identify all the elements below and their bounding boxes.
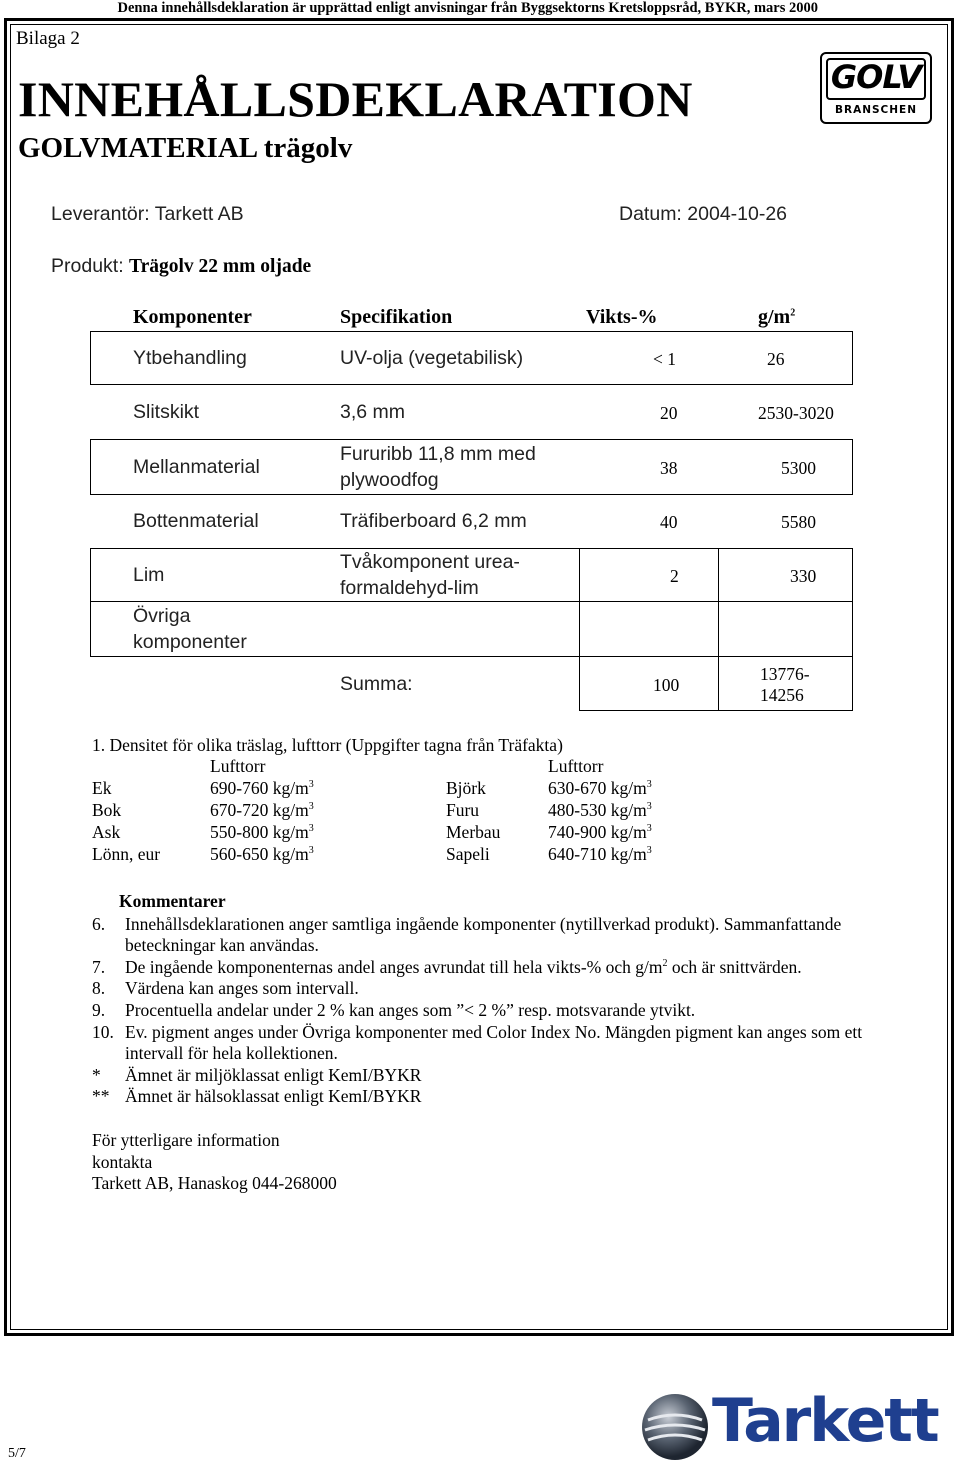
- table-cell: Lim: [133, 564, 165, 586]
- wood-density: 670-720 $kg/m^3$: [210, 800, 314, 820]
- info-line: För ytterligare information: [92, 1130, 280, 1150]
- col-header-specifikation: Specifikation: [340, 306, 453, 328]
- table-line: [90, 656, 853, 657]
- summa-vikt: 100: [653, 675, 680, 695]
- table-cell: Slitskikt: [133, 401, 200, 423]
- leverantor-label: Leverantör:: [51, 203, 150, 225]
- wood-density: 480-530 $kg/m^3$: [548, 800, 652, 820]
- kommentarer-heading: Kommentarer: [119, 891, 226, 911]
- table-line: [718, 548, 719, 711]
- table-cell: Ytbehandling: [133, 347, 247, 369]
- table-cell: plywoodfog: [340, 469, 439, 491]
- table-cell: Tvåkomponent urea-: [340, 551, 520, 573]
- datum-value: 2004-10-26: [687, 203, 788, 225]
- table-cell: < 1: [653, 349, 676, 369]
- table-line: [852, 331, 853, 385]
- comment-text: Värdena kan anges som intervall.: [125, 978, 359, 998]
- table-line: [579, 548, 580, 711]
- table-cell: 2530-3020: [758, 403, 834, 423]
- densitet-col-label: Lufttorr: [548, 756, 604, 776]
- wood-name: Merbau: [446, 822, 501, 842]
- info-line: Tarkett AB, Hanaskog 044-268000: [92, 1173, 337, 1193]
- table-line: [90, 548, 853, 549]
- produkt-line: [51, 255, 311, 278]
- table-cell: UV-olja (vegetabilisk): [340, 347, 524, 369]
- table-cell: 330: [790, 566, 817, 586]
- wood-name: Sapeli: [446, 844, 490, 864]
- golv-logo-text: GOLV: [830, 58, 922, 96]
- golvbranschen-logo: [820, 52, 932, 124]
- col-header-vikt: Vikts-%: [586, 306, 658, 328]
- wood-density: 550-800 $kg/m^3$: [210, 822, 314, 842]
- header-note: Denna innehållsdeklaration är upprättad enligt anvisningar från Byggsektorns Kretsloppsråd, BYKR, mars 2000: [117, 0, 818, 16]
- table-line: [90, 601, 853, 602]
- produkt-value: Trägolv 22 mm oljade: [129, 256, 312, 277]
- info-line: kontakta: [92, 1152, 153, 1172]
- table-cell: 40: [660, 512, 678, 532]
- table-line: [90, 331, 91, 385]
- wood-density: 560-650 $kg/m^3$: [210, 844, 314, 864]
- wood-density: 690-760 $kg/m^3$: [210, 778, 314, 798]
- branschen-logo-text: BRANSCHEN: [834, 104, 918, 116]
- table-cell: 5300: [781, 458, 816, 478]
- table-cell: Träfiberboard 6,2 mm: [340, 510, 527, 532]
- wood-name: Furu: [446, 800, 480, 820]
- table-line: [90, 439, 91, 495]
- produkt-label: Produkt:: [51, 255, 124, 277]
- wood-name: Ek: [92, 778, 112, 798]
- wood-name: Ask: [92, 822, 121, 842]
- table-cell: 2: [670, 566, 679, 586]
- col-header-gm2: $g/m^2$: [758, 306, 796, 328]
- wood-name: Björk: [446, 778, 486, 798]
- page-number: 5/7: [8, 1446, 26, 1461]
- comment-text: Ämnet är hälsoklassat enligt KemI/BYKR: [125, 1086, 422, 1106]
- table-line: [852, 548, 853, 711]
- comment-number: 8.: [92, 978, 106, 998]
- wood-density: 640-710 $kg/m^3$: [548, 844, 652, 864]
- tarkett-logo: [640, 1386, 956, 1462]
- leverantor-line: [51, 203, 244, 226]
- comment-number: 6.: [92, 914, 106, 934]
- wood-density: 740-900 $kg/m^3$: [548, 822, 652, 842]
- document-subtitle: GOLVMATERIAL trägolv: [18, 132, 353, 164]
- table-line: [90, 384, 853, 385]
- comment-text: De ingående komponenternas andel anges avrundat till hela vikts-% och $g/m^2$ och är snittvärden.: [125, 957, 802, 977]
- wood-density: 630-670 $kg/m^3$: [548, 778, 652, 798]
- comment-text: Procentuella andelar under 2 % kan anges som ”< 2 %” resp. motsvarande ytvikt.: [125, 1000, 696, 1020]
- tarkett-wordmark: Tarkett: [712, 1386, 938, 1456]
- table-cell: 3,6 mm: [340, 401, 406, 423]
- table-cell: 5580: [781, 512, 816, 532]
- table-cell: komponenter: [133, 631, 247, 653]
- tarkett-globe-icon: [640, 1392, 710, 1462]
- table-line: [852, 439, 853, 495]
- datum-line: [619, 203, 787, 226]
- comment-text: Ev. pigment anges under Övriga komponenter med Color Index No. Mängden pigment kan anges som ett: [125, 1022, 863, 1042]
- summa-gm2: 13776-: [760, 664, 810, 684]
- wood-name: Lönn, eur: [92, 844, 161, 864]
- comment-number: **: [92, 1086, 110, 1106]
- document-title: INNEHÅLLSDEKLARATION: [18, 71, 693, 127]
- summa-gm2: 14256: [760, 685, 804, 705]
- table-line: [90, 548, 91, 657]
- datum-label: Datum:: [619, 203, 682, 225]
- comment-text: Ämnet är miljöklassat enligt KemI/BYKR: [125, 1065, 422, 1085]
- wood-name: Bok: [92, 800, 122, 820]
- bilaga-label: Bilaga 2: [16, 28, 80, 49]
- table-line: [90, 331, 853, 332]
- col-header-komponenter: Komponenter: [133, 306, 252, 328]
- comment-number: 9.: [92, 1000, 106, 1020]
- table-cell: Fururibb 11,8 mm med: [340, 443, 536, 465]
- comment-number: 7.: [92, 957, 106, 977]
- comment-number: 10.: [92, 1022, 114, 1042]
- comment-number: *: [92, 1065, 101, 1085]
- table-cell: 38: [660, 458, 678, 478]
- table-cell: 20: [660, 403, 678, 423]
- table-line: [90, 439, 853, 440]
- table-cell: formaldehyd-lim: [340, 577, 479, 599]
- densitet-col-label: Lufttorr: [210, 756, 266, 776]
- table-cell: Mellanmaterial: [133, 456, 260, 478]
- densitet-heading: 1. Densitet för olika träslag, lufttorr (Uppgifter tagna från Träfakta): [92, 735, 563, 755]
- comment-text: beteckningar kan användas.: [125, 935, 319, 955]
- table-cell: Övriga: [133, 605, 191, 627]
- comment-text: intervall för hela kollektionen.: [125, 1043, 338, 1063]
- leverantor-value: Tarkett AB: [154, 203, 244, 225]
- table-line: [579, 710, 853, 711]
- table-cell: Bottenmaterial: [133, 510, 259, 532]
- table-cell: 26: [767, 349, 785, 369]
- table-line: [90, 494, 853, 495]
- comment-text: Innehållsdeklarationen anger samtliga ingående komponenter (nytillverkad produkt). Sammanfattande: [125, 914, 842, 934]
- summa-label: Summa:: [340, 673, 413, 695]
